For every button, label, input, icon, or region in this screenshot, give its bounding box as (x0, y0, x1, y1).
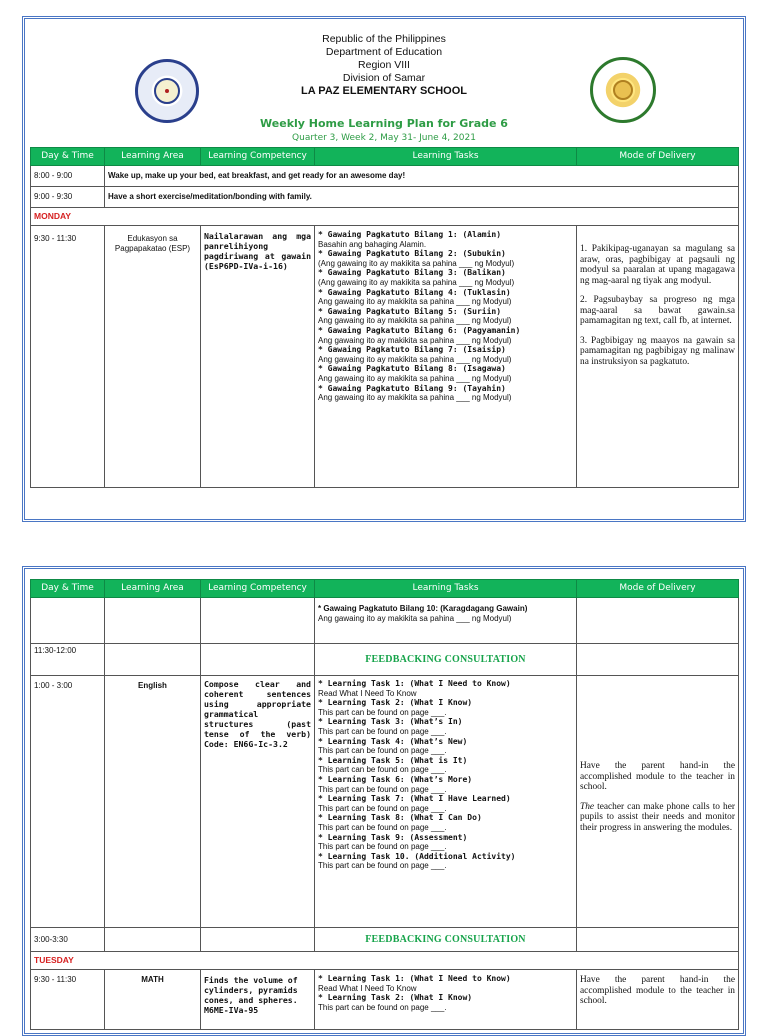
row-time: 8:00 - 9:00 (31, 166, 105, 187)
task-title: * Gawaing Pagkatuto Bilang 10: (Karagdagang Gawain) (318, 604, 528, 613)
task-title: * Learning Task 2: (What I Know) (318, 993, 473, 1003)
task-title: * Learning Task 3: (What’s In) (318, 717, 463, 727)
row-time: 9:30 - 11:30 (31, 970, 105, 1030)
table-row (31, 166, 739, 187)
task-title: * Learning Task 7: (What I Have Learned) (318, 794, 511, 804)
task-desc: This part can be found on page ___. (318, 707, 447, 717)
header-line-2: Department of Education (325, 46, 443, 58)
task-continued (315, 598, 577, 644)
plan-subtitle: Quarter 3, Week 2, May 31- June 4, 2021 (292, 133, 476, 143)
delivery-item: Have the parent hand-in the accomplished module to the teacher in school. (580, 761, 735, 792)
empty-cell (201, 928, 315, 952)
task-desc: This part can be found on page ___. (318, 765, 447, 775)
school-name: LA PAZ ELEMENTARY SCHOOL (300, 85, 468, 97)
header-line-1: Republic of the Philippines (322, 33, 446, 45)
row-activity: Have a short exercise/meditation/bonding with family. (105, 187, 739, 208)
learning-area-math: MATH (105, 970, 201, 1030)
tasks-english (315, 676, 577, 928)
delivery-text: teacher can make phone calls to her pupils to assist their needs and monitor their progress in answering the modules. (580, 801, 735, 833)
task-list (318, 974, 573, 1012)
task-title: * Learning Task 5: (What is It) (318, 755, 468, 765)
feedback-consultation: FEEDBACKING CONSULTATION (315, 928, 577, 952)
competency-esp: Nailalarawan ang mga panrelihiyong pagdiriwang at gawain (EsP6PD-IVa-i-16) (201, 226, 315, 488)
plan-table-2 (30, 579, 739, 1030)
learning-area-english: English (105, 676, 201, 928)
table-row (31, 970, 739, 1030)
task-title: * Learning Task 8: (What I Can Do) (318, 813, 482, 823)
task-desc: Basahin ang bahaging Alamin. (318, 239, 427, 249)
empty-cell (105, 928, 201, 952)
table-header-row (31, 148, 739, 166)
task-title: * Gawaing Pagkatuto Bilang 2: (Subukin) (318, 249, 506, 259)
plan-page-1 (22, 16, 746, 522)
task-title: * Learning Task 1: (What I Need to Know) (318, 974, 511, 983)
task-desc: Ang gawaing ito ay makikita sa pahina ___ ng Modyul) (318, 393, 512, 403)
plan-table-1 (30, 147, 739, 488)
tasks-esp (315, 226, 577, 488)
empty-cell (577, 598, 739, 644)
task-title: * Learning Task 4: (What’s New) (318, 736, 468, 746)
task-title: * Gawaing Pagkatuto Bilang 3: (Balikan) (318, 268, 506, 278)
task-title: * Gawaing Pagkatuto Bilang 9: (Tayahin) (318, 383, 506, 393)
task-desc: Ang gawaing ito ay makikita sa pahina ___ ng Modyul) (318, 297, 512, 307)
task-list (318, 679, 573, 871)
task-desc: (Ang gawaing ito ay makikita sa pahina ___ ng Modyul) (318, 277, 515, 287)
empty-cell (105, 598, 201, 644)
learning-area-esp: Edukasyon sa Pagpapakatao (ESP) (105, 226, 201, 488)
task-title: * Learning Task 6: (What’s More) (318, 774, 473, 784)
row-time: 11:30-12:00 (31, 644, 105, 676)
plan-title: Weekly Home Learning Plan for Grade 6 (260, 117, 508, 130)
task-title: * Learning Task 10. (Additional Activity) (318, 851, 516, 861)
col-day-time: Day & Time (31, 148, 105, 166)
task-desc: This part can be found on page ___. (318, 726, 447, 736)
task-desc: This part can be found on page ___. (318, 803, 447, 813)
task-desc: This part can be found on page ___. (318, 746, 447, 756)
plan-page-2 (22, 566, 746, 1036)
row-time: 1:00 - 3:00 (31, 676, 105, 928)
task-desc: Ang gawaing ito ay makikita sa pahina ___ ng Modyul) (318, 613, 512, 623)
task-desc: This part can be found on page ___. (318, 861, 447, 871)
header-line-4: Division of Samar (342, 72, 426, 84)
task-title: * Gawaing Pagkatuto Bilang 7: (Isaisip) (318, 345, 506, 355)
empty-cell (31, 598, 105, 644)
task-title: * Learning Task 2: (What I Know) (318, 698, 473, 708)
delivery-esp (577, 226, 739, 488)
competency-english: Compose clear and coherent sentences using appropriate grammatical structures (past tense of the verb) Code: EN6G-Ic-3.2 (201, 676, 315, 928)
table-row (31, 928, 739, 952)
day-row (31, 208, 739, 226)
empty-cell (201, 598, 315, 644)
col-learning-area: Learning Area (105, 580, 201, 598)
task-title: * Gawaing Pagkatuto Bilang 5: (Suriin) (318, 306, 502, 316)
tasks-math (315, 970, 577, 1030)
day-label-monday: MONDAY (31, 208, 739, 226)
delivery-item (580, 802, 735, 834)
empty-cell (105, 644, 201, 676)
task-desc: Ang gawaing ito ay makikita sa pahina ___ ng Modyul) (318, 354, 512, 364)
delivery-english (577, 676, 739, 928)
col-learning-competency: Learning Competency (201, 580, 315, 598)
delivery-item: 3. Pagbibigay ng maayos na gawain sa pamamagitan ng pagbibigay ng malinaw na instruksiyon sa pagkatuto. (580, 335, 735, 367)
task-title: * Gawaing Pagkatuto Bilang 4: (Tuklasin) (318, 287, 511, 297)
header-line-3: Region VIII (358, 59, 410, 71)
col-mode-of-delivery: Mode of Delivery (577, 148, 739, 166)
table-row (31, 676, 739, 928)
task-desc: Ang gawaing ito ay makikita sa pahina ___ ng Modyul) (318, 373, 512, 383)
competency-math: Finds the volume of cylinders, pyramids cones, and spheres. M6ME-IVa-95 (201, 970, 315, 1030)
table-row (31, 226, 739, 488)
feedback-consultation: FEEDBACKING CONSULTATION (315, 644, 577, 676)
task-title: * Gawaing Pagkatuto Bilang 8: (Isagawa) (318, 364, 506, 374)
task-desc: Ang gawaing ito ay makikita sa pahina ___ ng Modyul) (318, 335, 512, 345)
empty-cell (577, 928, 739, 952)
col-learning-tasks: Learning Tasks (315, 580, 577, 598)
row-time: 9:30 - 11:30 (31, 226, 105, 488)
task-desc: Ang gawaing ito ay makikita sa pahina ___ ng Modyul) (318, 316, 512, 326)
col-day-time: Day & Time (31, 580, 105, 598)
task-title: * Learning Task 9: (Assessment) (318, 832, 468, 842)
day-label-tuesday: TUESDAY (31, 952, 739, 970)
task-desc: This part can be found on page ___. (318, 784, 447, 794)
task-desc: Read What I Need To Know (318, 983, 417, 993)
table-header-row (31, 580, 739, 598)
table-row (31, 187, 739, 208)
delivery-item: 1. Pakikipag-uganayan sa magulang sa araw, oras, pagbibigay at pagsauli ng modyul sa paaralan at upang magagawa ng mag-aaral ng tiyak ang modyul. (580, 244, 735, 286)
row-time: 9:00 - 9:30 (31, 187, 105, 208)
task-desc: This part can be found on page ___. (318, 842, 447, 852)
row-time: 3:00-3:30 (31, 928, 105, 952)
delivery-item: 2. Pagsubaybay sa progreso ng mga mag-aaral sa bawat gawain.sa pamamagitan ng text, call fb, at internet. (580, 295, 735, 326)
empty-cell (577, 644, 739, 676)
col-mode-of-delivery: Mode of Delivery (577, 580, 739, 598)
col-learning-tasks: Learning Tasks (315, 148, 577, 166)
delivery-math: Have the parent hand-in the accomplished module to the teacher in school. (577, 970, 739, 1030)
col-learning-competency: Learning Competency (201, 148, 315, 166)
empty-cell (201, 644, 315, 676)
row-activity: Wake up, make up your bed, eat breakfast, and get ready for an awesome day! (105, 166, 739, 187)
table-row (31, 598, 739, 644)
task-desc: Read What I Need To Know (318, 688, 417, 698)
task-title: * Gawaing Pagkatuto Bilang 6: (Pagyamanin) (318, 325, 521, 335)
task-title: * Gawaing Pagkatuto Bilang 1: (Alamin) (318, 230, 502, 239)
task-title: * Learning Task 1: (What I Need to Know) (318, 679, 511, 688)
delivery-italic: The (580, 801, 595, 812)
table-row (31, 644, 739, 676)
col-learning-area: Learning Area (105, 148, 201, 166)
task-desc: This part can be found on page ___. (318, 822, 447, 832)
task-list (318, 230, 573, 403)
task-desc: (Ang gawaing ito ay makikita sa pahina ___ ng Modyul) (318, 258, 515, 268)
day-row (31, 952, 739, 970)
task-desc: This part can be found on page ___. (318, 1002, 447, 1012)
